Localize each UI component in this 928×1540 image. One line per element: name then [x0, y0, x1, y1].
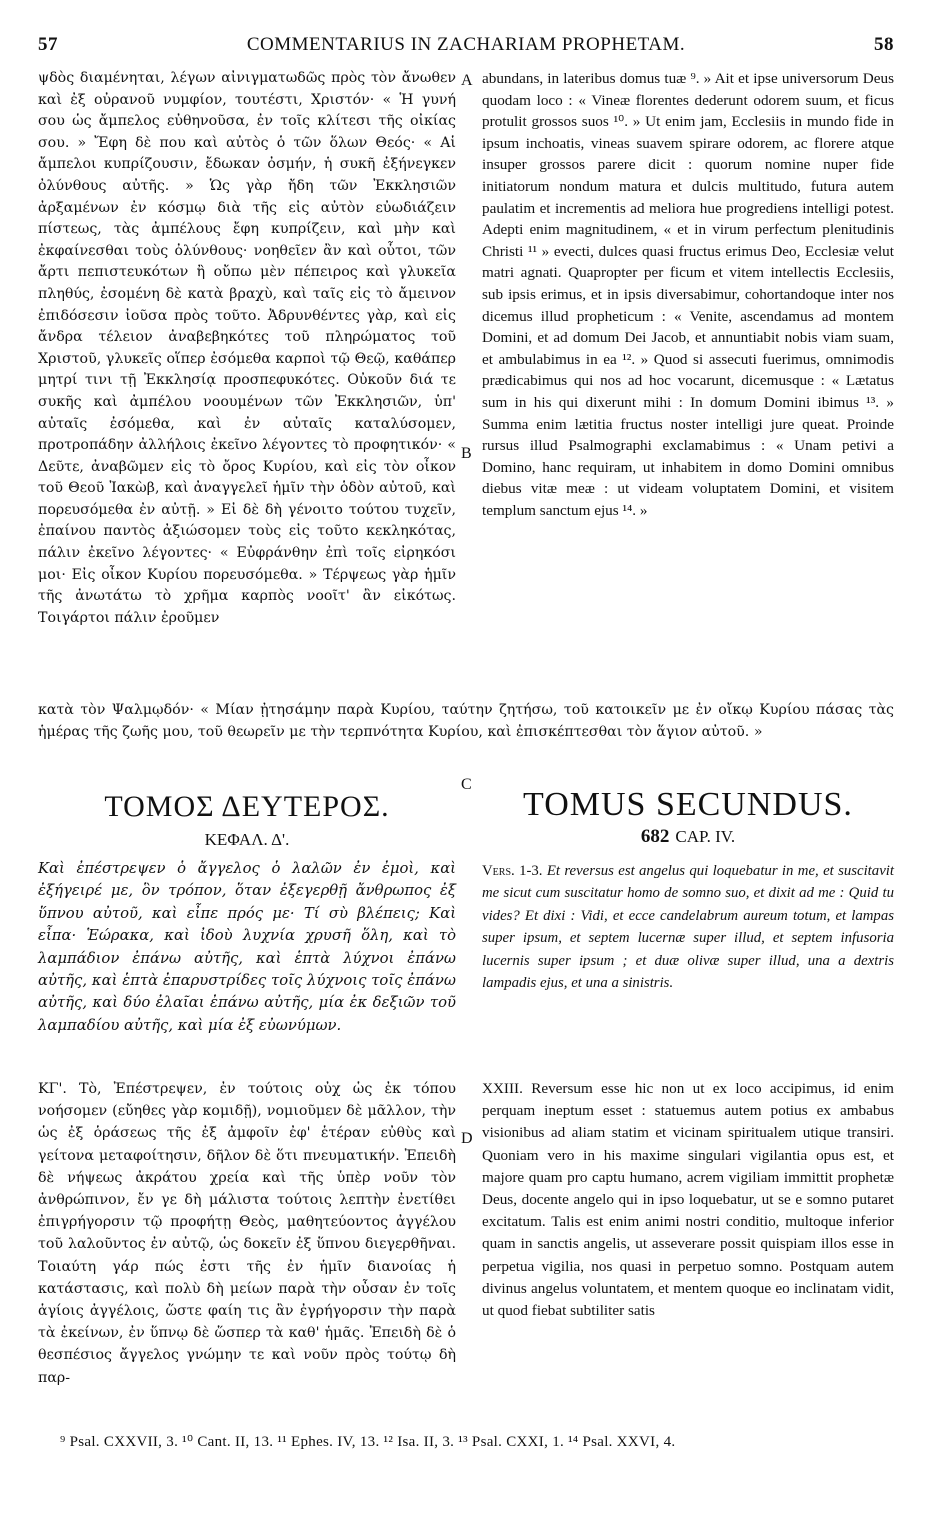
- running-header: [38, 34, 894, 58]
- latin-commentary-column: [482, 1078, 894, 1418]
- greek-column-top: [38, 68, 456, 690]
- page-number-right: 58: [874, 34, 894, 55]
- latin-section-number: XXIII.: [482, 1080, 523, 1097]
- greek-commentary-text: Τὸ, Ἐπέστρεψεν, ἐν τούτοις οὐχ ὡς ἐκ τόπου νοήσομεν (εὔηθες γὰρ κομιδῇ), νομιοῦμεν δὲ μᾶλλον, τὴν ὡς ἐξ ὁράσεως τῆς ἐξ ἀμφοῖν ἐφ' ἑτέραν εὐθὺς καὶ γείτονα μεταφοίτησιν, δῆλον δὲ ὅτι πνευματικήν. Ἐπειδὴ δὲ νήψεως ἀκράτου χρεία καὶ τῆς ὑπὲρ νοῦν τὸν ἀνθρώπινον, ἔν γε δὴ μάλιστα τούτοις λεπτὴν ἐνετίθει ἐπιγρήγορσιν τῷ προφήτῃ Θεὸς, μαθητεύοντος ἀγγέλου τοῦ λαλοῦντος ἐν αὐτῷ, ὡς δοκεῖν ἐξ ὕπνου διεγερθῆναι. Τοιαύτη γάρ πώς ἐστι τῆς ἐν ἡμῖν διανοίας ἡ κατάστασις, καὶ πολὺ δὴ μείων παρὰ τὴν οὖσαν ἐν τοῖς ἁγίοις ἀγγέλοις, ὥστε φαίη τις ἂν ἐγρήγορσιν τὴν παρὰ τὰ ἐκείνων, ἐν ὕπνῳ δὲ ὥσπερ τὰ καθ' ἡμᾶς. Ἐπειδὴ δὲ ὁ θεσπέσιος ἄγγελος γνώμην τε καὶ νοῦν πρὸς τούτῳ δὴ παρ-: [38, 1081, 456, 1386]
- page-number-left: 57: [38, 34, 58, 55]
- column-number: 682: [640, 826, 670, 847]
- latin-text-top: abundans, in lateribus domus tuæ ⁹. » Ait et ipse universorum Deus quodam loco : « Vineæ florentes dederunt odorem suum, et ficus protulit grossos suos ¹⁰. » Ut enim jam, Ecclesiis in mundo fide in ipsum inchoatis, vineas suavem spirare odorem, ac florere atque insuper grossos parere dicit : quorum nomine nuper fide initiatorum nondum matura et dulcis multitudo, futura autem paulatim et incrementis ad meliora hue progrediens intelligi potest. Adepti enim magnitudinem, « et in virum perfectum plenitudinis Christi ¹¹ » evecti, dulces quasi fructus erimus Deo, Ecclesiæ velut matri agnati. Quapropter per ficum et vitem intellectis Ecclesiis, sub ipsis erimus, et in ipsis diversabimur, cohortandoque inter nos dicemus illud propheticum : « Venite, ascendamus ad montem Domini, et ad domum Dei Jacob, et annuntiabit nobis viam suam, et ambulabimus in ea ¹². » Quod si assecuti fuerimus, omnimodis prædicabimus qui nos ad hoc vocarunt, dicemusque : « Lætatus sum in his qui dixerunt mihi : In domum Domini ibimus ¹³. » Summa enim lætitia fructus noster intelligi jure queat. Proinde rursus illud Psalmographi exclamabimus : « Unam petivi a Domino, hanc requiram, ut inhabitem in domo Domini omnibus diebus vitæ meæ : ut videam voluptatem Domini, et visitem templum sanctum ejus ¹⁴. »: [482, 70, 894, 519]
- greek-scripture-column: [38, 858, 456, 1037]
- greek-scripture-text: Καὶ ἐπέστρεψεν ὁ ἄγγελος ὁ λαλῶν ἐν ἐμοὶ, καὶ ἐξήγειρέ με, ὃν τρόπον, ὅταν ἐξεγερθῇ ἄνθρωπος ἐξ ὕπνου αὐτοῦ, καὶ εἶπε πρός με· Τί σὺ βλέπεις; Καὶ εἶπα· Ἑώρακα, καὶ ἰδοὺ λυχνία χρυσῆ ὅλη, καὶ τὸ λαμπάδιον ἐπάνω αὐτῆς, καὶ ἑπτὰ λύχνοι ἐπάνω αὐτῆς, καὶ ἑπτὰ ἐπαρυστρίδες τοῖς λύχνοις τοῖς ἐπάνω αὐτῆς, καὶ δύο ἐλαῖαι ἐπάνω αὐτῆς, μία ἐκ δεξιῶν τοῦ λαμπαδίου αὐτῆς, καὶ μία ἐξ εὐωνύμων.: [38, 860, 456, 1034]
- margin-mark-b: B: [461, 445, 472, 462]
- greek-commentary-column: [38, 1078, 456, 1418]
- margin-mark-a: A: [461, 72, 473, 89]
- latin-commentary-text: Reversum esse hic non ut ex loco accipimus, id enim perquam ineptum esset : statuemus autem potius ex ambabus visionibus ad aliam statim et vicinam spiritualem utique transiri. Quoniam vero in his maxime singulari vigilantia opus est, et majore quam pro captu humano, acrem vigiliam immittit prophetæ Deus, docente angelo qui in ipso loquebatur, ut se e somno putaret excitatum. Talis est enim animi nostri conditio, multoque inferior quam in sanctis angelis, ut asseverare possit quispiam illos esse in perpetua vigilia, nos quasi in perpetuo somno. Postquam autem divinus angelus voluntatem, et mentem quoque eo inclinatam vidit, ut quod fiebat subtiliter satis: [482, 1080, 894, 1320]
- running-title: COMMENTARIUS IN ZACHARIAM PROPHETAM.: [246, 34, 686, 55]
- greek-chapter-heading: ΚΕΦΑΛ. Δ'.: [204, 830, 290, 849]
- latin-chapter-heading: [482, 826, 894, 848]
- greek-wide-paragraph: κατὰ τὸν Ψαλμῳδόν· « Μίαν ᾐτησάμην παρὰ Κυρίου, ταύτην ζητήσω, τοῦ κατοικεῖν με ἐν οἴκῳ Κυρίου πάσας τὰς ἡμέρας τῆς ζωῆς μου, τοῦ θεωρεῖν με τὴν τερπνότητα Κυρίου, καὶ ἐπισκέπτεσθαι τὸν ἅγιον αὐτοῦ. »: [38, 702, 894, 740]
- greek-section-number: ΚΓ'.: [38, 1081, 67, 1097]
- greek-text-top: ψδὸς διαμένηται, λέγων αἰνιγματωδῶς πρὸς τὸν ἄνωθεν καὶ ἐξ οὐρανοῦ νυμφίον, τουτέστι, Χριστόν· « Ἡ γυνή σου ὡς ἄμπελος εὐθηνοῦσα, ἐν τοῖς κλίτεσι τῆς οἰκίας σου. » Ἔφη δὲ που καὶ αὐτὸς ὁ τῶν ὅλων Θεός· « Αἱ ἄμπελοι κυπρίζουσιν, ἔδωκαν ὀσμήν, ἡ συκῆ ἐξήνεγκεν ὀλύνθους αὐτῆς. » Ὡς γὰρ ἤδη τῶν Ἐκκλησιῶν ἀρξαμένων ἐν κόσμῳ διὰ τῆς εἰς αὐτὸν εὐωδιάζειν πίστεως, τὰς ἀμπέλους ἔφη κυπρίζειν, καὶ μὴν καὶ ἐκφαίνεσθαι τοὺς ὀλύνθους· νοηθεῖεν ἂν καὶ οὗτοι, τῶν ἄρτι πεπιστευκότων ἢ οὔπω μὲν πέπειρος καὶ γλυκεῖα πληθύς, ἐσομένη δὲ κατὰ βραχὺ, καὶ ταῖς εἰς τὸ ἄμεινον ἐπιδόσεσιν ἰοῦσα πρὸς τοῦτο. Ἀδρυνθέντες γὰρ, καὶ εἰς ἄνδρα τέλειον ἀναβεβηκότες τοῦ πληρώματος τοῦ Χριστοῦ, γλυκεῖς οἵπερ ἐσόμεθα καρποὶ τῷ Θεῷ, καθάπερ μητρί τινι τῇ Ἐκκλησίᾳ προσπεφυκότες. Οὐκοῦν διά τε συκῆς καὶ ἀμπέλου νοουμένων τῶν Ἐκκλησιῶν, ὑπ' αὐταῖς ἐσόμεθα, καὶ ἐν αὐταῖς καταλύσομεν, προτροπάδην ἀλλήλοις ἐκεῖνο λέγοντες τὸ προφητικόν· « Δεῦτε, ἀναβῶμεν εἰς τὸ ὄρος Κυρίου, καὶ εἰς τὸν οἶκον τοῦ Θεοῦ Ἰακὼβ, καὶ ἀναγγελεῖ ἡμῖν τὴν ὁδὸν αὐτοῦ, καὶ πορευσόμεθα ἐν αὐτῇ. » Εἰ δὲ δὴ γένοιτο τούτου τυχεῖν, ἐπαίνου παντὸς ἀξιώσομεν τοὺς εἰς τοῦτο κεκληκότας, πάλιν ἐκεῖνο λέγοντες· « Εὐφράνθην ἐπὶ τοῖς εἰρηκόσι μοι· Εἰς οἶκον Κυρίου πορευσόμεθα. » Τέρψεως γὰρ ἡμῖν τῆς ἀνωτάτω τὸ χρῆμα καρπὸς νοοῖτ' ἂν εἰκότως. Τοιγάρτοι πάλιν ἐροῦμεν: [38, 70, 456, 626]
- margin-mark-c: C: [461, 776, 472, 793]
- latin-verse-label: Vers. 1-3.: [482, 863, 543, 879]
- latin-section-title: TOMUS SECUNDUS.: [523, 786, 853, 823]
- latin-scripture-column: [482, 860, 894, 994]
- latin-chapter-label: CAP. IV.: [675, 827, 736, 846]
- latin-scripture-text: Et reversus est angelus qui loquebatur in me, et suscitavit me sicut cum suscitatur homo de somno suo, et dixit ad me : Quid tu vides? Et dixi : Vidi, et ecce candelabrum aureum totum, et lampas super ipsum, et septem lucernæ super illud, et septem infusoria lucernis super ipsum ; et duæ olivæ super illud, una a dextris lampadis ejus, et una a sinistris.: [482, 863, 894, 992]
- latin-column-top: [482, 68, 894, 690]
- greek-section-title: ΤΟΜΟΣ ΔΕΥΤΕΡΟΣ.: [104, 790, 390, 823]
- margin-mark-d: D: [461, 1130, 473, 1147]
- footnotes: ⁹ Psal. CXXVII, 3. ¹⁰ Cant. II, 13. ¹¹ Ephes. IV, 13. ¹² Isa. II, 3. ¹³ Psal. CXXI, 1. ¹⁴ Psal. XXVI, 4.: [60, 1434, 676, 1450]
